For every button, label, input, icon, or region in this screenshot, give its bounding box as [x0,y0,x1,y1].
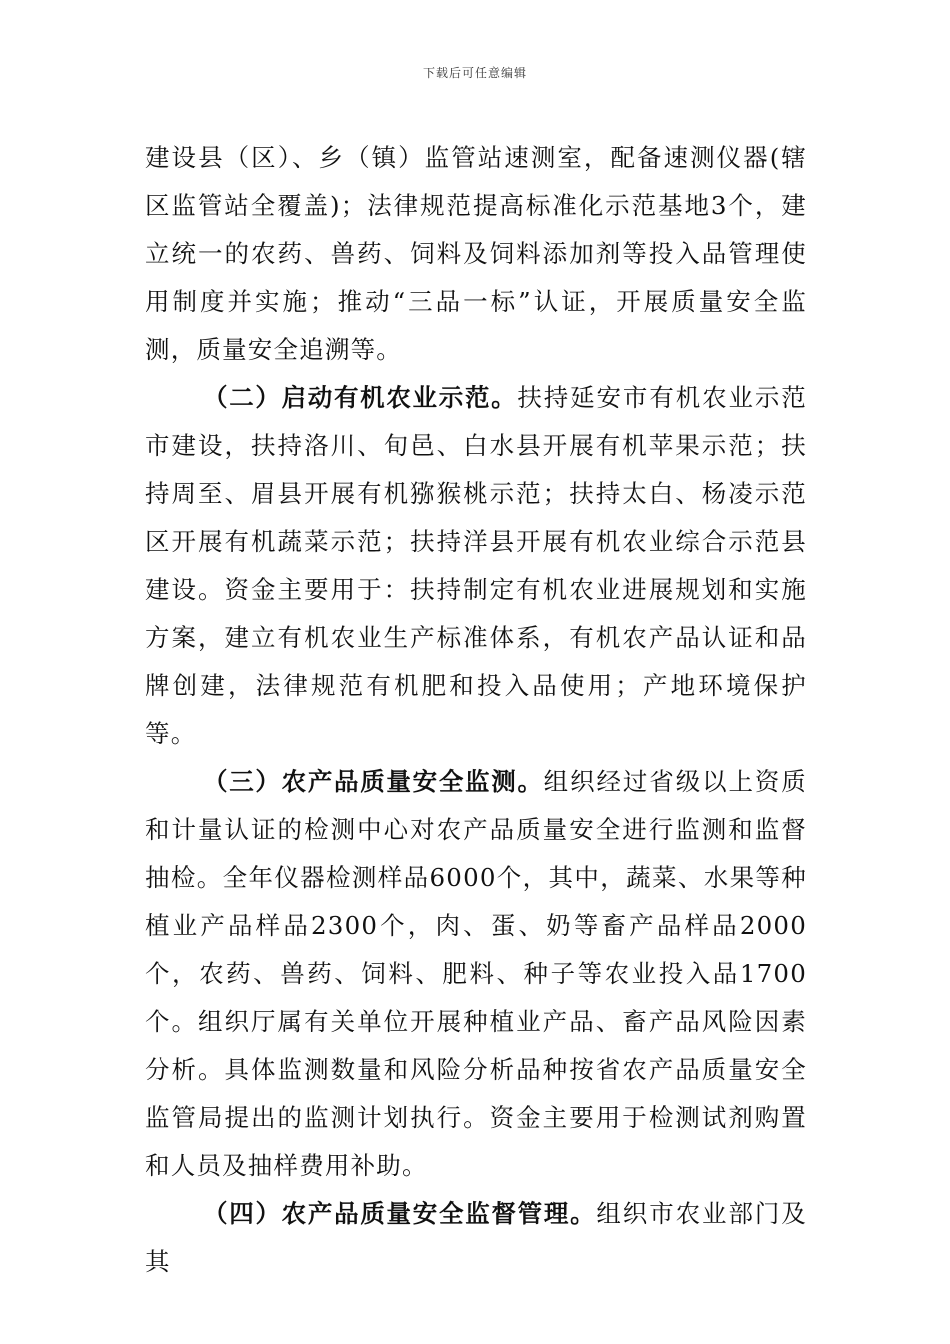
paragraph-4 [145,1190,807,1286]
paragraph-2-text: 扶持延安市有机农业示范市建设，扶持洛川、旬邑、白水县开展有机苹果示范；扶持周至、眉县开展有机猕猴桃示范；扶持太白、杨凌示范区开展有机蔬菜示范；扶持洋县开展有机农业综合示范县建设。资金主要用于：扶持制定有机农业进展规划和实施方案，建立有机农业生产标准体系，有机农产品认证和品牌创建，法律规范有机肥和投入品使用；产地环境保护等。 [145,383,807,748]
paragraph-1 [145,134,807,374]
page-header-note: 下载后可任意编辑 [422,66,527,80]
paragraph-1-text: 建设县（区）、乡（镇）监管站速测室，配备速测仪器(辖区监管站全覆盖)；法律规范提高标准化示范基地3个，建立统一的农药、兽药、饲料及饲料添加剂等投入品管理使用制度并实施；推动“三品一标”认证，开展质量安全监测，质量安全追溯等。 [145,143,807,364]
section-heading-3: （三）农产品质量安全监测。 [203,767,544,796]
section-heading-4: （四）农产品质量安全监督管理。 [203,1199,597,1228]
paragraph-4-text: 组织市农业部门及其 [145,1199,807,1276]
paragraph-3 [145,758,807,1190]
paragraph-3-text: 组织经过省级以上资质和计量认证的检测中心对农产品质量安全进行监测和监督抽检。全年仪器检测样品6000个，其中，蔬菜、水果等种植业产品样品2300个，肉、蛋、奶等畜产品样品2000个，农药、兽药、饲料、肥料、种子等农业投入品1700个。组织厅属有关单位开展种植业产品、畜产品风险因素分析。具体监测数量和风险分析品种按省农产品质量安全监管局提出的监测计划执行。资金主要用于检测试剂购置和人员及抽样费用补助。 [145,767,808,1180]
document-body [145,134,807,1286]
paragraph-2 [145,374,807,758]
section-heading-2: （二）启动有机农业示范。 [203,383,518,412]
